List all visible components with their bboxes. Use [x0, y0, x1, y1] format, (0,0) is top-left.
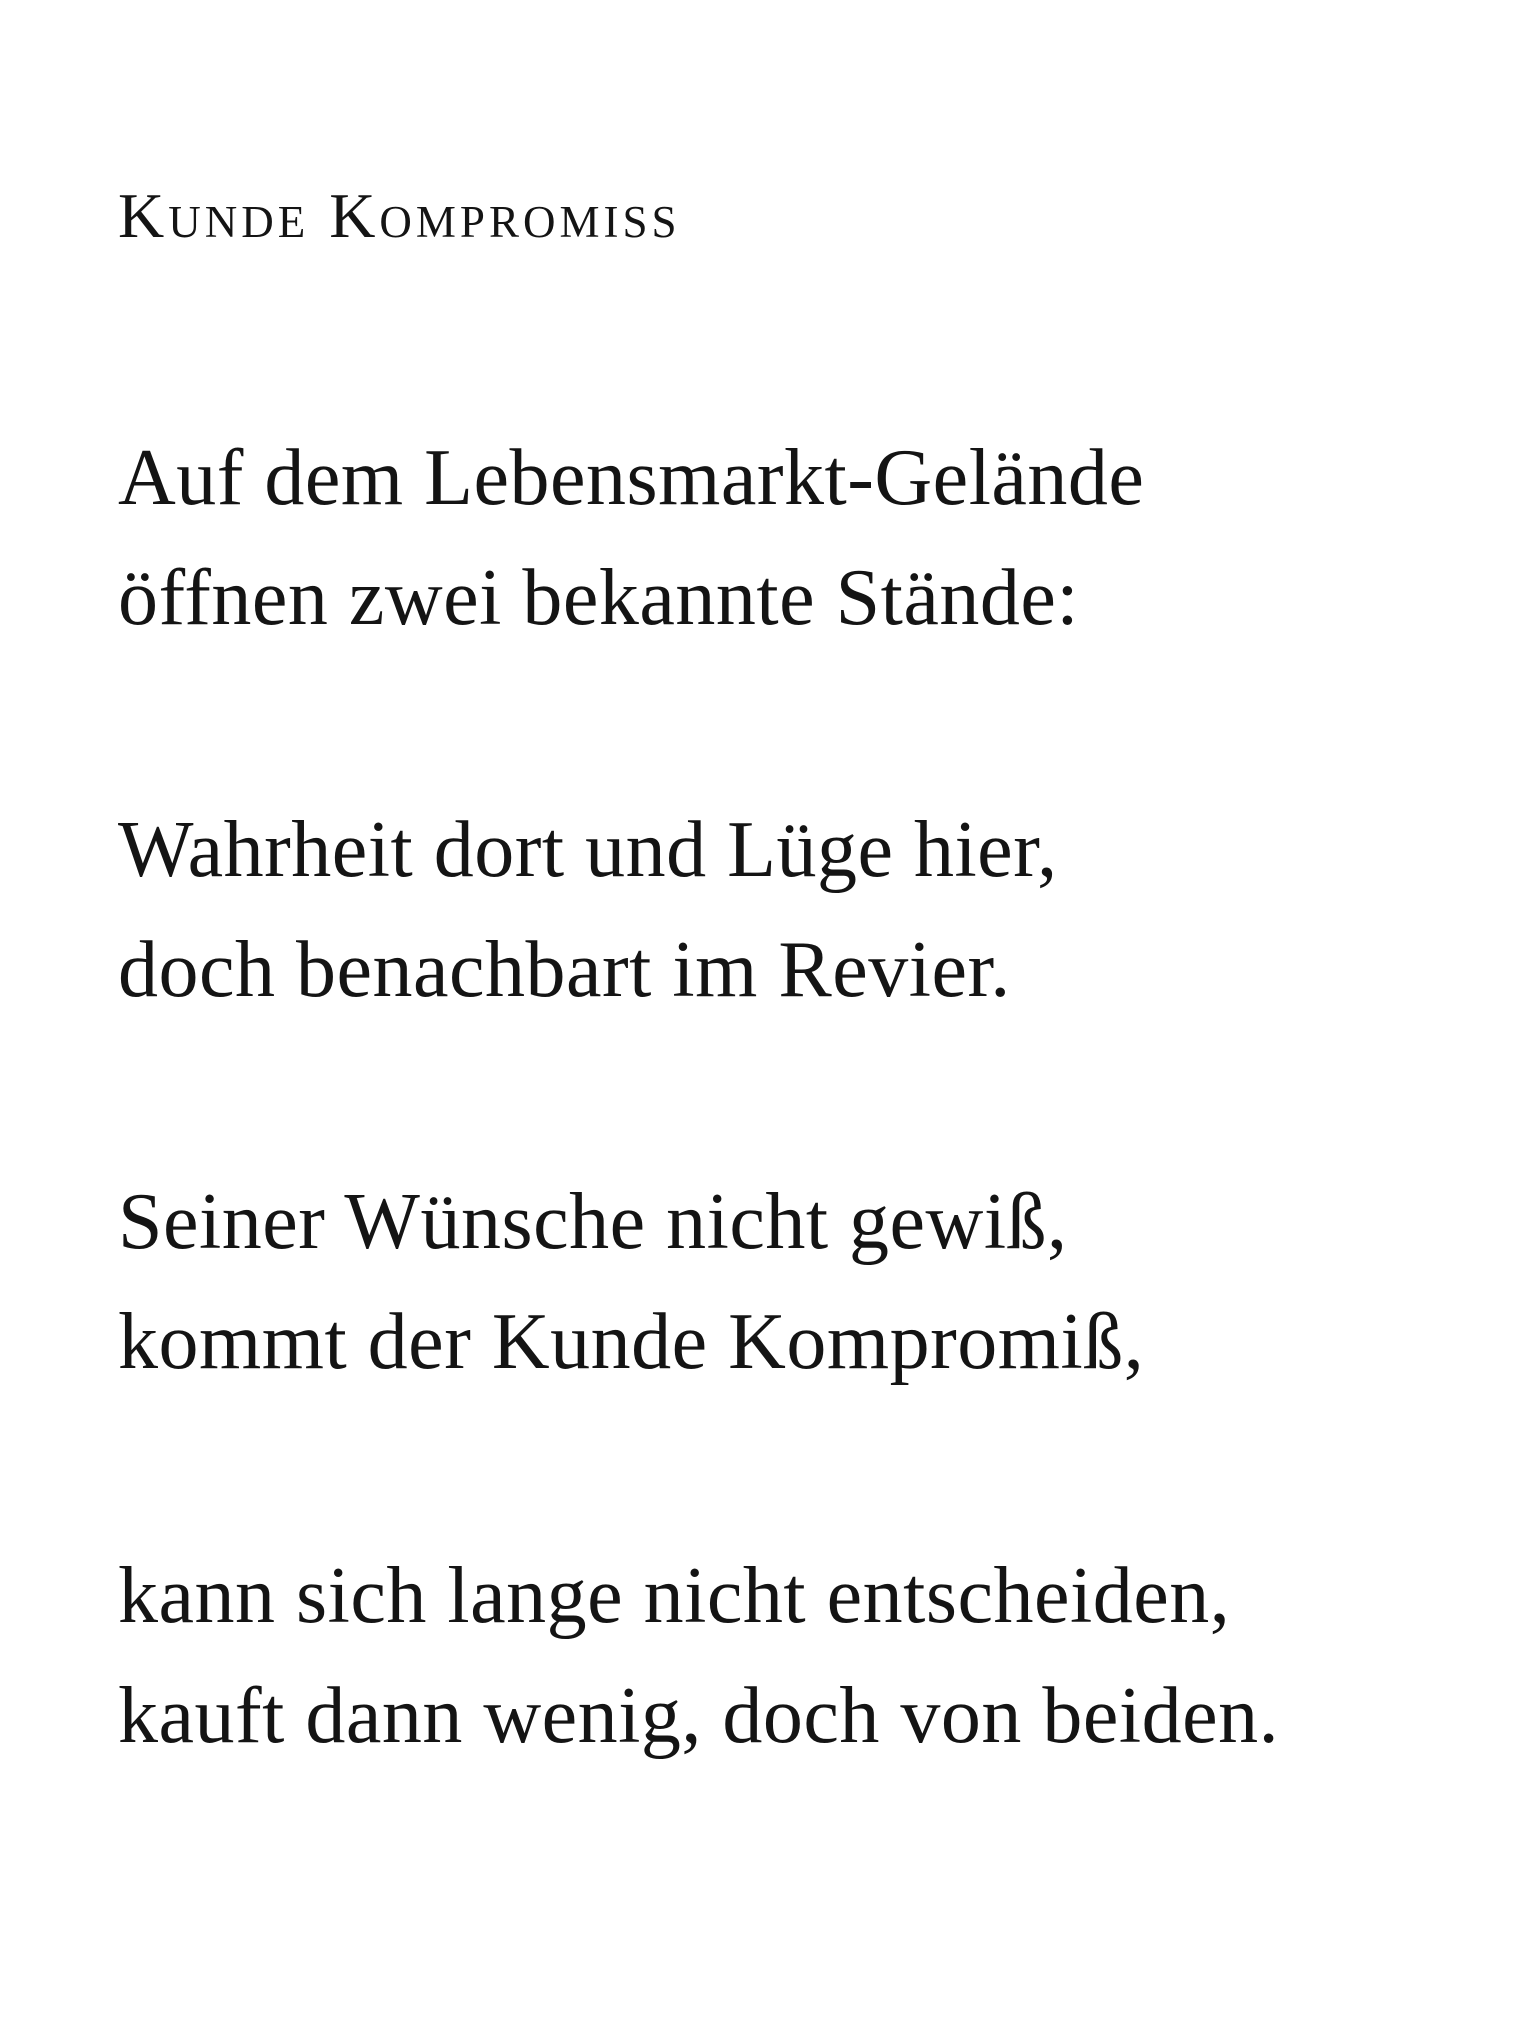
- verse-line: doch benachbart im Revier.: [118, 926, 1011, 1014]
- verse-line: kommt der Kunde Kompromiß,: [118, 1298, 1145, 1386]
- stanza-3: [118, 1162, 1144, 1402]
- verse-line: kauft dann wenig, doch von beiden.: [118, 1672, 1280, 1760]
- verse-line: Wahrheit dort und Lüge hier,: [118, 806, 1058, 894]
- stanza-4: [118, 1536, 1279, 1776]
- verse-line: öffnen zwei bekannte Stände:: [118, 554, 1080, 642]
- stanza-1: [118, 418, 1144, 658]
- verse-line: kann sich lange nicht entscheiden,: [118, 1552, 1231, 1640]
- verse-line: Seiner Wünsche nicht gewiß,: [118, 1178, 1068, 1266]
- stanza-2: [118, 790, 1058, 1030]
- poem-title: Kunde Kompromiss: [118, 180, 681, 251]
- verse-line: Auf dem Lebensmarkt-Gelände: [118, 434, 1145, 522]
